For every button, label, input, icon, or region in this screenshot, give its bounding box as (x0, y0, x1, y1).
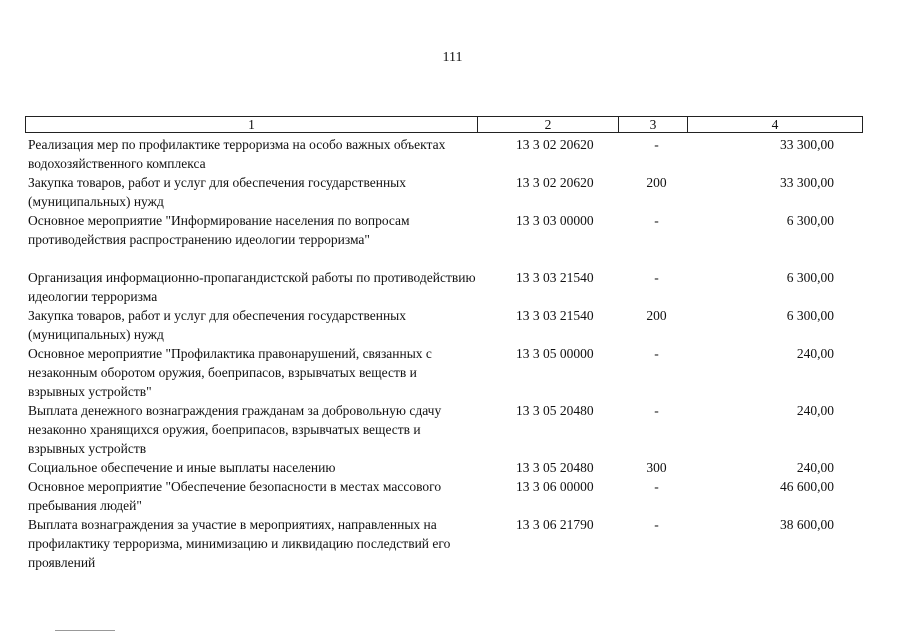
row-type: - (654, 213, 659, 228)
row-sum: 240,00 (796, 460, 834, 475)
row-code: 13 3 05 20480 (516, 403, 594, 418)
row-code: 13 3 02 20620 (516, 175, 594, 190)
row-sum: 46 600,00 (780, 479, 834, 494)
table-row (28, 458, 863, 477)
header-col-2: 2 (478, 117, 619, 132)
row-code: 13 3 06 00000 (516, 479, 594, 494)
footnote-divider (55, 630, 115, 631)
row-code: 13 3 05 20480 (516, 460, 594, 475)
row-sum: 6 300,00 (786, 270, 834, 285)
row-sum: 38 600,00 (780, 517, 834, 532)
table-row (28, 344, 863, 401)
row-sum: 33 300,00 (780, 137, 834, 152)
header-col-4: 4 (771, 117, 779, 132)
table-row (28, 306, 863, 344)
table-row (28, 268, 863, 306)
row-type: - (654, 479, 659, 494)
row-type: - (654, 517, 659, 532)
row-type: - (654, 137, 659, 152)
row-code: 13 3 03 21540 (516, 270, 594, 285)
row-code: 13 3 03 00000 (516, 213, 594, 228)
table-row (28, 211, 863, 249)
row-sum: 6 300,00 (786, 213, 834, 228)
row-name: Выплата вознаграждения за участие в мероприятиях, направленных на профилактику терроризма, минимизацию и ликвидацию последствий его проявлений (28, 517, 451, 570)
row-code: 13 3 03 21540 (516, 308, 594, 323)
row-sum: 33 300,00 (780, 175, 834, 190)
table-header (25, 116, 863, 133)
row-name: Закупка товаров, работ и услуг для обеспечения государственных (муниципальных) нужд (28, 175, 407, 209)
row-sum: 240,00 (796, 346, 834, 361)
table-row (28, 477, 863, 515)
table-row (28, 135, 863, 173)
row-sum: 6 300,00 (786, 308, 834, 323)
row-code: 13 3 06 21790 (516, 517, 594, 532)
table-row (28, 515, 863, 572)
row-name: Основное мероприятие "Информирование населения по вопросам противодействия распространению идеологии терроризма" (28, 213, 410, 247)
row-type: 200 (646, 308, 667, 323)
row-type: - (654, 403, 659, 418)
row-sum: 240,00 (796, 403, 834, 418)
row-name: Организация информационно-пропагандистской работы по противодействию идеологии терроризма (28, 270, 476, 304)
row-name: Основное мероприятие "Обеспечение безопасности в местах массового пребывания людей" (28, 479, 442, 513)
row-type: - (654, 346, 659, 361)
row-name: Основное мероприятие "Профилактика правонарушений, связанных с незаконным оборотом оружия, боеприпасов, взрывчатых веществ и взрывных устройств" (28, 346, 432, 399)
row-name: Реализация мер по профилактике терроризма на особо важных объектах водохозяйственного комплекса (28, 137, 446, 171)
page-number: 111 (442, 50, 463, 65)
row-type: 200 (646, 175, 667, 190)
row-code: 13 3 05 00000 (516, 346, 594, 361)
row-type: - (654, 270, 659, 285)
row-type: 300 (646, 460, 667, 475)
row-name: Закупка товаров, работ и услуг для обеспечения государственных (муниципальных) нужд (28, 308, 407, 342)
table-body (28, 135, 863, 572)
row-name: Выплата денежного вознаграждения гражданам за добровольную сдачу незаконно хранящихся оружия, боеприпасов, взрывчатых веществ и взрывных устройств (28, 403, 442, 456)
header-col-1: 1 (26, 117, 478, 132)
row-name: Социальное обеспечение и иные выплаты населению (28, 460, 336, 475)
header-col-3: 3 (619, 117, 688, 132)
table-row (28, 401, 863, 458)
row-code: 13 3 02 20620 (516, 137, 594, 152)
table-row (28, 173, 863, 211)
